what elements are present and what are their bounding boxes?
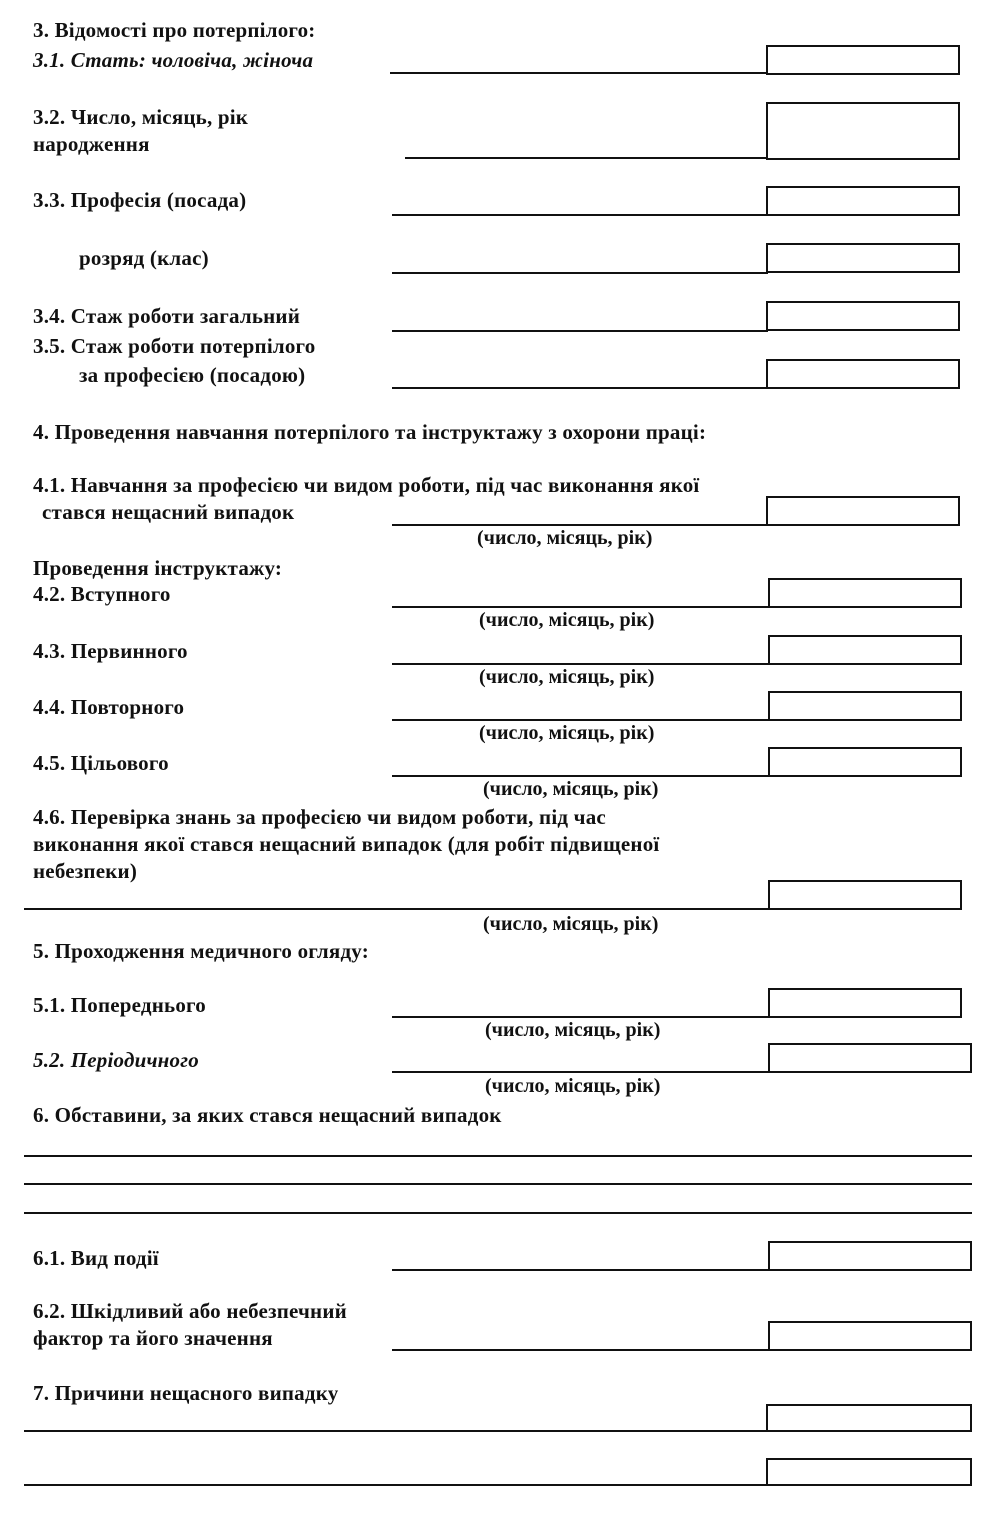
causes-line-1[interactable] (24, 1430, 768, 1432)
rank-code-box[interactable] (766, 243, 960, 273)
item-4-4-label: 4.4. Повторного (33, 695, 185, 719)
item-3-4-code-box[interactable] (766, 301, 960, 331)
item-5-2-text: 5.2. Періодичного (33, 1048, 199, 1072)
item-4-5-code-box[interactable] (768, 747, 962, 777)
rank-line (392, 272, 768, 274)
item-3-3-code-box[interactable] (766, 186, 960, 216)
item-3-4-label: 3.4. Стаж роботи загальний (33, 304, 301, 328)
causes-line-2[interactable] (24, 1484, 768, 1486)
item-4-3-code-box[interactable] (768, 635, 962, 665)
item-4-1-label: 4.1. Навчання за професією чи видом роботи, під час виконання якої (33, 473, 700, 497)
item-3-3-line (392, 214, 768, 216)
circumstances-line-1[interactable] (24, 1155, 972, 1157)
item-4-6-code-box[interactable] (768, 880, 962, 910)
causes-code-box-2[interactable] (766, 1458, 972, 1486)
item-5-1-line (392, 1016, 768, 1018)
item-3-5-label-cont: за професією (посадою) (79, 363, 306, 387)
item-5-1-date-caption: (число, місяць, рік) (485, 1019, 661, 1041)
item-4-6-label-cont2: небезпеки) (33, 859, 138, 883)
item-4-2-date-caption: (число, місяць, рік) (479, 609, 655, 631)
item-3-2-label: 3.2. Число, місяць, рік (33, 105, 249, 129)
section-6-title: 6. Обставини, за яких стався нещасний випадок (33, 1103, 502, 1127)
item-4-2-code-box[interactable] (768, 578, 962, 608)
item-4-3-line (392, 663, 768, 665)
section-4-title: 4. Проведення навчання потерпілого та інструктажу з охорони праці: (33, 420, 707, 444)
item-4-1-line (392, 524, 768, 526)
item-6-1-line (392, 1269, 768, 1271)
item-4-5-line (392, 775, 768, 777)
item-6-2-code-box[interactable] (768, 1321, 972, 1351)
circumstances-line-3[interactable] (24, 1212, 972, 1214)
section-5-title: 5. Проходження медичного огляду: (33, 939, 369, 963)
item-4-2-line (392, 606, 768, 608)
item-3-2-label-cont: народження (33, 132, 150, 156)
item-6-2-label: 6.2. Шкідливий або небезпечний (33, 1299, 347, 1323)
item-4-3-label: 4.3. Первинного (33, 639, 188, 663)
item-5-1-code-box[interactable] (768, 988, 962, 1018)
item-4-1-code-box[interactable] (766, 496, 960, 526)
instruction-label: Проведення інструктажу: (33, 556, 283, 580)
item-4-6-line (24, 908, 768, 910)
item-4-4-code-box[interactable] (768, 691, 962, 721)
item-6-2-label-cont: фактор та його значення (33, 1326, 273, 1350)
item-4-3-date-caption: (число, місяць, рік) (479, 666, 655, 688)
item-6-1-label: 6.1. Вид події (33, 1246, 159, 1270)
item-3-1-line (390, 72, 768, 74)
item-3-2-line (405, 157, 768, 159)
item-4-6-label: 4.6. Перевірка знань за професією чи видом роботи, під час (33, 805, 606, 829)
item-4-1-label-cont: стався нещасний випадок (42, 500, 295, 524)
item-4-4-date-caption: (число, місяць, рік) (479, 722, 655, 744)
item-5-2-label (33, 1047, 199, 1073)
rank-label: розряд (клас) (79, 246, 209, 270)
item-5-2-line (392, 1071, 768, 1073)
section-3-title: 3. Відомості про потерпілого: (33, 18, 316, 42)
item-3-5-line (392, 387, 768, 389)
item-5-1-label: 5.1. Попереднього (33, 993, 206, 1017)
item-4-6-date-caption: (число, місяць, рік) (483, 913, 659, 935)
item-4-5-label: 4.5. Цільового (33, 751, 169, 775)
item-3-5-label: 3.5. Стаж роботи потерпілого (33, 334, 316, 358)
item-3-1-text: 3.1. Стать: чоловіча, жіноча (33, 48, 314, 72)
item-3-1-label (33, 47, 313, 73)
item-5-2-code-box[interactable] (768, 1043, 972, 1073)
item-4-1-date-caption: (число, місяць, рік) (477, 527, 653, 549)
item-3-2-code-box[interactable] (766, 102, 960, 160)
item-4-6-label-cont: виконання якої стався нещасний випадок (для робіт підвищеної (33, 832, 660, 856)
section-7-title: 7. Причини нещасного випадку (33, 1381, 339, 1405)
causes-code-box-1[interactable] (766, 1404, 972, 1432)
circumstances-line-2[interactable] (24, 1183, 972, 1185)
item-3-4-line (392, 330, 768, 332)
item-4-2-label: 4.2. Вступного (33, 582, 171, 606)
item-5-2-date-caption: (число, місяць, рік) (485, 1075, 661, 1097)
item-4-5-date-caption: (число, місяць, рік) (483, 778, 659, 800)
item-6-1-code-box[interactable] (768, 1241, 972, 1271)
item-6-2-line (392, 1349, 768, 1351)
item-3-3-label: 3.3. Професія (посада) (33, 188, 247, 212)
item-4-4-line (392, 719, 768, 721)
item-3-5-code-box[interactable] (766, 359, 960, 389)
item-3-1-code-box[interactable] (766, 45, 960, 75)
